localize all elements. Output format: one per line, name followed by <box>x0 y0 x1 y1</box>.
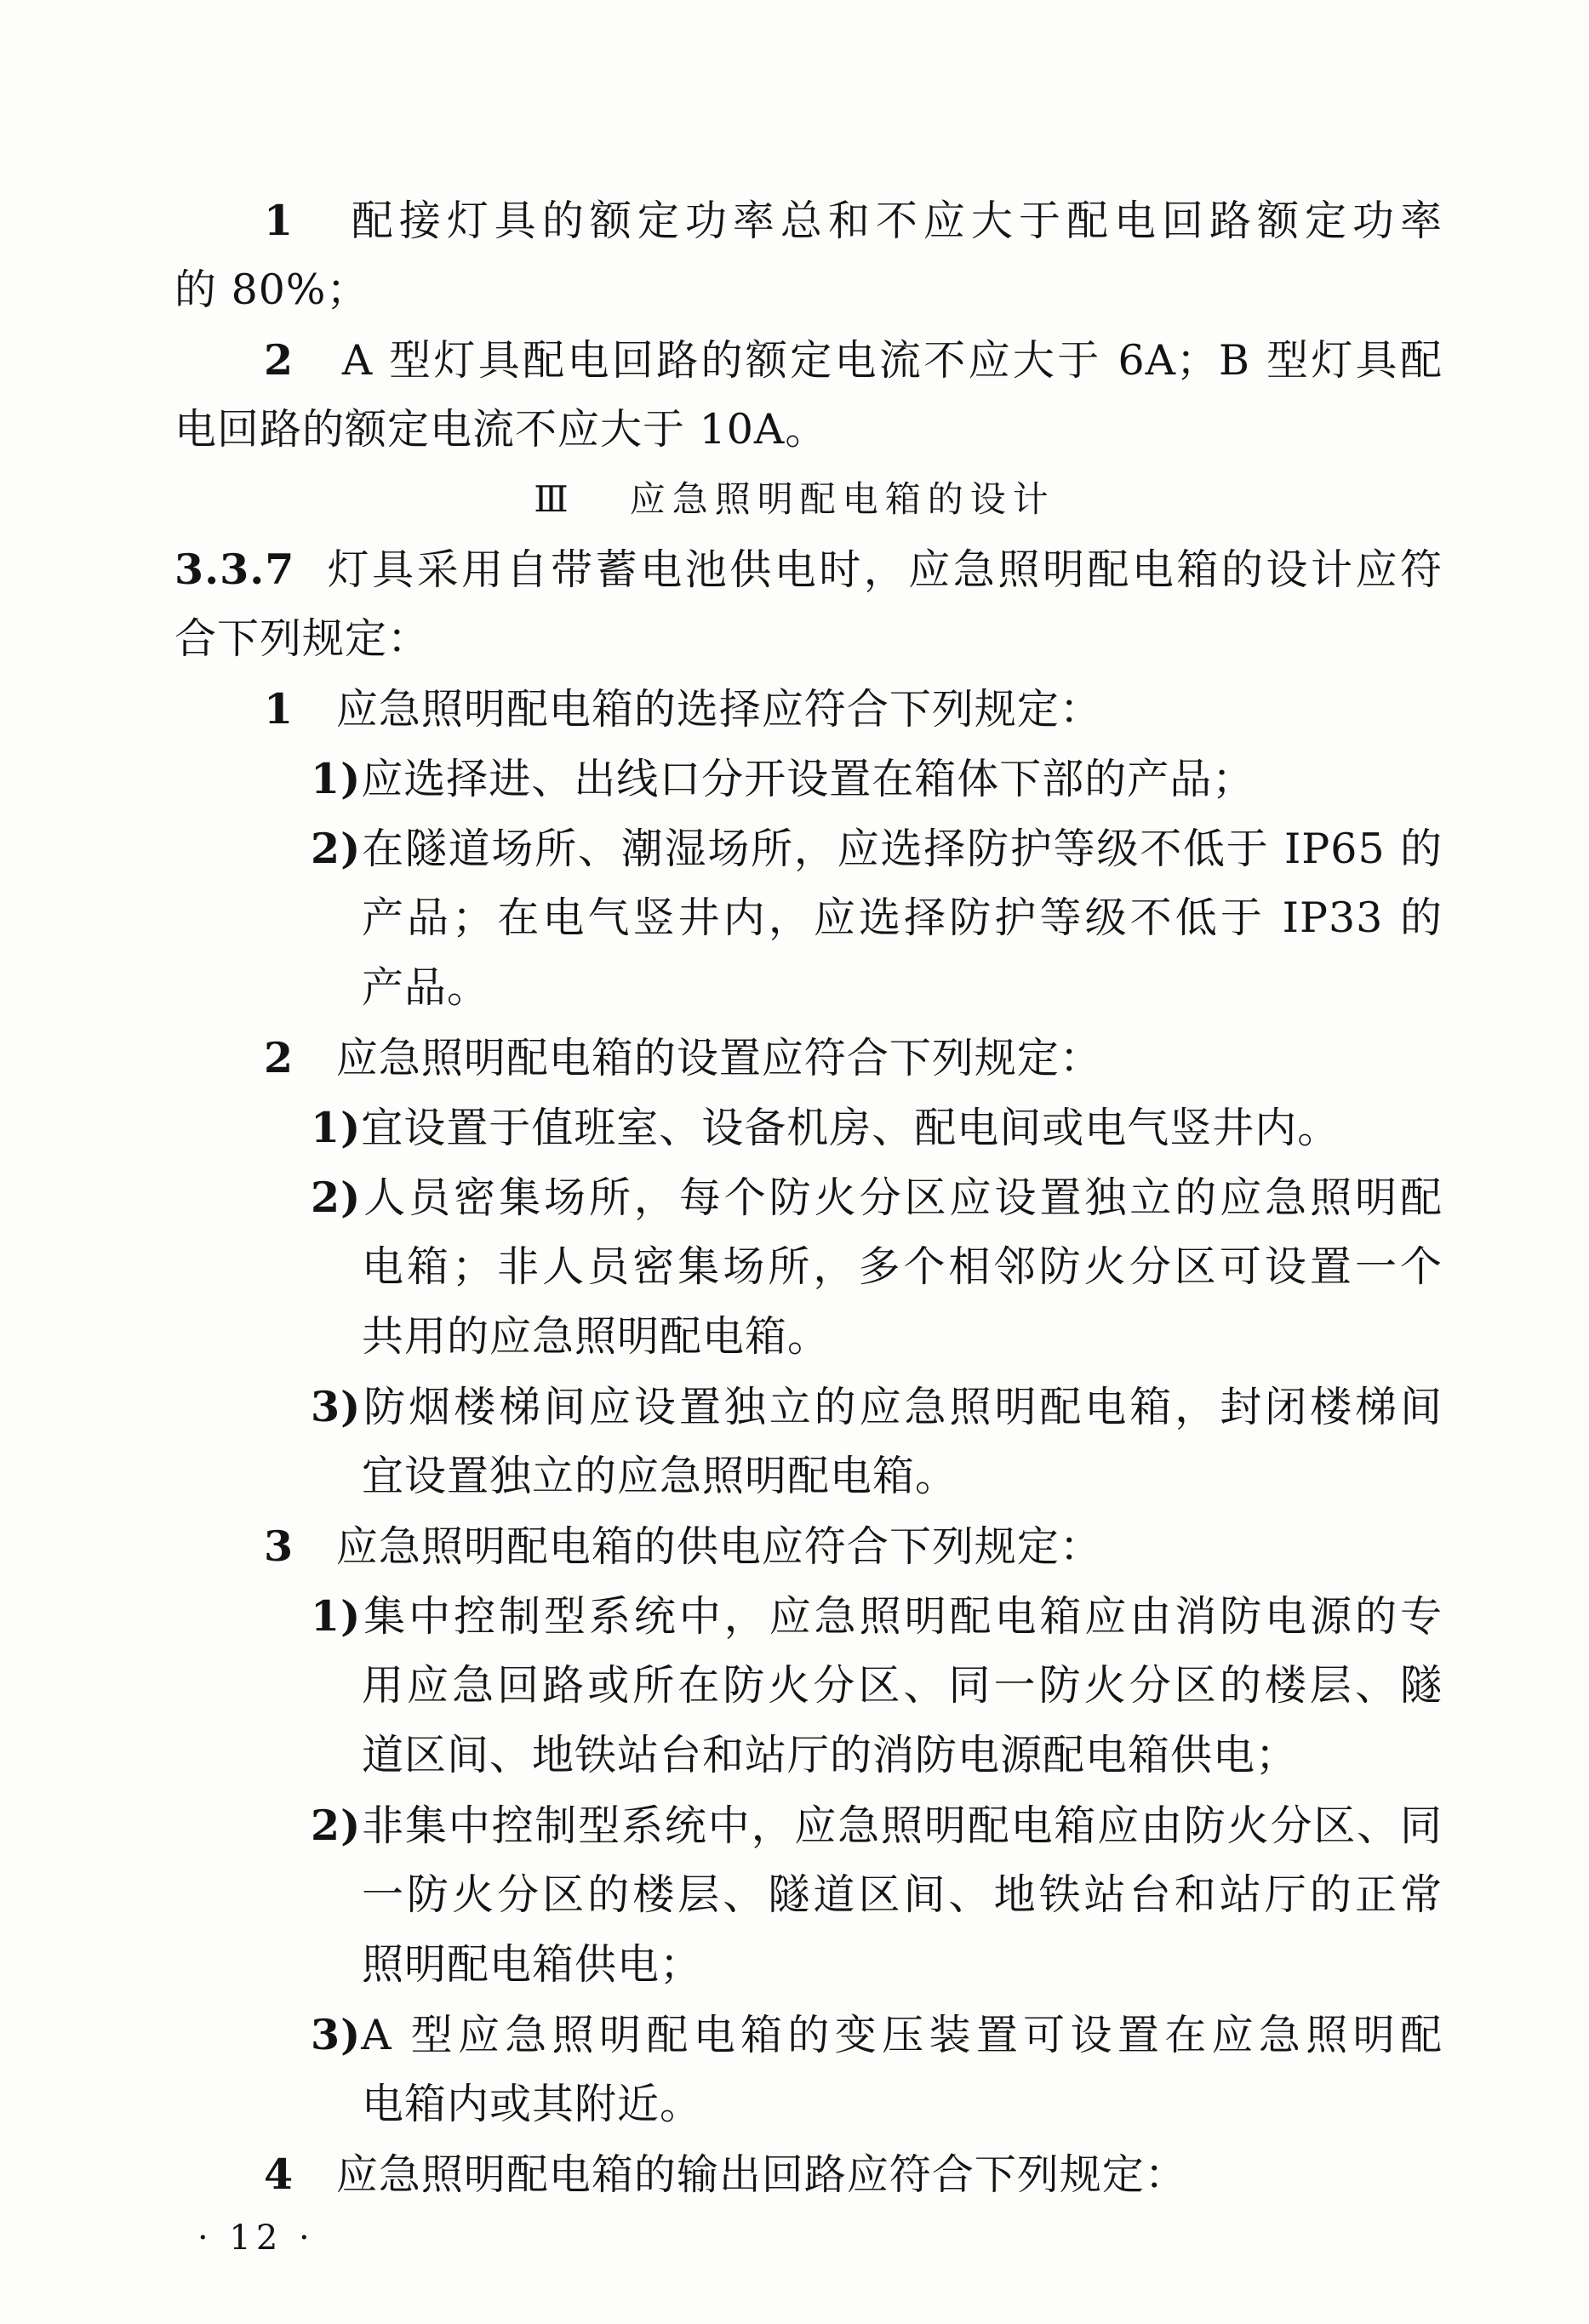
item-text: 应急照明配电箱的输出回路应符合下列规定： <box>335 2150 1187 2199</box>
item-number: 1) <box>311 1591 362 1641</box>
item-number: 2) <box>311 1801 362 1850</box>
sub-item-3-1-line-3: 道区间、地铁站台和站厅的消防电源配电箱供电； <box>362 1731 1299 1779</box>
item-number: 3) <box>311 1382 362 1431</box>
sub-item-3-2-line-3: 照明配电箱供电； <box>362 1940 703 1989</box>
item-text: 宜设置于值班室、设备机房、配电间或电气竖井内。 <box>361 1104 1340 1152</box>
section-heading <box>0 465 1589 534</box>
clause-number: 3.3.7 <box>174 545 295 594</box>
section-number: Ⅲ <box>534 478 575 520</box>
sub-item-2-2-line-1 <box>311 1162 1443 1232</box>
sub-item-3-2-line-1 <box>311 1790 1443 1860</box>
clause-item-2-line-1 <box>264 325 1443 395</box>
item-number: 2 <box>264 1033 294 1082</box>
sub-item-2-1 <box>311 1093 1443 1163</box>
item-number: 1 <box>264 196 294 245</box>
clause-3-3-7-line-2: 合下列规定： <box>174 614 431 663</box>
item-text: 防烟楼梯间应设置独立的应急照明配电箱，封闭楼梯间 <box>361 1383 1443 1431</box>
sub-item-1 <box>264 674 1443 745</box>
sub-item-1-2-line-1 <box>311 814 1443 883</box>
item-text: 应急照明配电箱的选择应符合下列规定： <box>335 685 1102 734</box>
item-number: 1) <box>311 754 362 803</box>
clause-text: 灯具采用自带蓄电池供电时，应急照明配电箱的设计应符 <box>327 545 1443 594</box>
sub-item-1-2-line-2: 产品；在电气竖井内，应选择防护等级不低于 IP33 的 <box>362 894 1443 942</box>
item-text: A 型灯具配电回路的额定电流不应大于 6A；B 型灯具配 <box>341 336 1443 385</box>
item-number: 1) <box>311 1103 362 1152</box>
sub-item-2 <box>264 1023 1443 1093</box>
sub-item-2-2-line-3: 共用的应急照明配电箱。 <box>362 1312 831 1361</box>
item-number: 4 <box>264 2150 294 2199</box>
sub-item-3-3-line-2: 电箱内或其附近。 <box>362 2080 703 2128</box>
item-text: 在隧道场所、潮湿场所，应选择防护等级不低于 IP65 的 <box>361 825 1443 873</box>
item-number: 2) <box>311 824 362 873</box>
item-text: 应选择进、出线口分开设置在箱体下部的产品； <box>361 755 1255 803</box>
sub-item-3-3-line-1 <box>311 2000 1443 2070</box>
item-text: 集中控制型系统中，应急照明配电箱应由消防电源的专 <box>361 1592 1443 1641</box>
sub-item-3-1-line-2: 用应急回路或所在防火分区、同一防火分区的楼层、隧 <box>362 1661 1443 1710</box>
sub-item-3-1-line-1 <box>311 1581 1443 1651</box>
clause-item-2-line-2: 电回路的额定电流不应大于 10A。 <box>174 405 828 454</box>
clause-3-3-7-line-1 <box>174 534 1443 604</box>
item-number: 2 <box>264 335 294 385</box>
sub-item-2-3-line-2: 宜设置独立的应急照明配电箱。 <box>362 1452 958 1500</box>
item-text: 人员密集场所，每个防火分区应设置独立的应急照明配 <box>361 1173 1443 1222</box>
item-text: 非集中控制型系统中，应急照明配电箱应由防火分区、同 <box>361 1802 1443 1850</box>
clause-item-1-line-1 <box>264 186 1443 255</box>
item-text: 配接灯具的额定功率总和不应大于配电回路额定功率 <box>351 197 1443 245</box>
sub-item-3 <box>264 1511 1443 1582</box>
sub-item-2-2-line-2: 电箱；非人员密集场所，多个相邻防火分区可设置一个 <box>362 1242 1443 1291</box>
item-text: 应急照明配电箱的供电应符合下列规定： <box>335 1522 1102 1571</box>
item-number: 2) <box>311 1173 362 1222</box>
sub-item-1-2-line-3: 产品。 <box>362 963 490 1012</box>
item-text: 应急照明配电箱的设置应符合下列规定： <box>335 1034 1102 1082</box>
clause-item-1-line-2: 的 80%； <box>174 266 369 314</box>
sub-item-1-1 <box>311 744 1443 814</box>
page-number: · 12 · <box>197 2218 315 2258</box>
item-number: 3 <box>264 1522 294 1571</box>
item-number: 1 <box>264 684 294 734</box>
sub-item-4 <box>264 2139 1443 2210</box>
sub-item-3-2-line-2: 一防火分区的楼层、隧道区间、地铁站台和站厅的正常 <box>362 1870 1443 1919</box>
item-number: 3) <box>311 2010 362 2059</box>
section-title: 应急照明配电箱的设计 <box>629 478 1055 520</box>
sub-item-2-3-line-1 <box>311 1372 1443 1442</box>
item-text: A 型应急照明配电箱的变压装置可设置在应急照明配 <box>361 2011 1443 2059</box>
